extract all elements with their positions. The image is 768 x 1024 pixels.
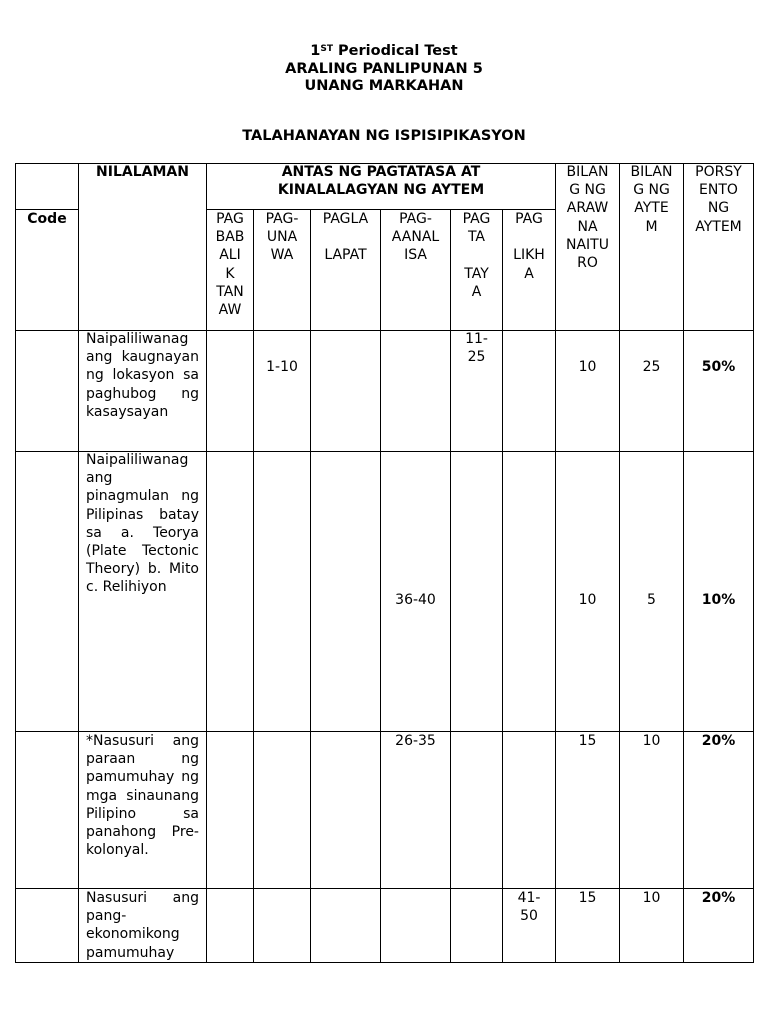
row-description: *Nasusuri ang paraan ng pamumuhay ng mga sinaunang Pilipino sa panahong Pre-kolonyal.	[86, 733, 199, 859]
header-analyzing: PAG- AANAL ISA	[391, 211, 440, 264]
header-remembering: PAG BAB ALI K TAN AW	[215, 211, 245, 319]
row-percent: 50%	[701, 359, 736, 375]
header-items: BILAN G NG AYTE M	[630, 164, 673, 235]
row-analyzing: 36-40	[395, 592, 436, 608]
row-days: 10	[578, 359, 597, 375]
header-creating: PAG LIKH A	[513, 211, 545, 282]
row-items: 25	[642, 359, 661, 375]
quarter-title: UNANG MARKAHAN	[304, 78, 464, 94]
row-evaluating: 11- 25	[465, 331, 488, 366]
row-understanding: 1-10	[266, 359, 298, 375]
row-percent: 20%	[701, 890, 736, 906]
row-percent: 10%	[701, 592, 736, 608]
row-items: 10	[642, 890, 661, 906]
row-days: 15	[578, 733, 597, 749]
row-description: Naipaliliwanag ang kaugnayan ng lokasyon sa paghubog ng kasaysayan	[86, 331, 199, 420]
header-content: NILALAMAN	[96, 164, 189, 180]
header-days: BILAN G NG ARAW NA NAITU RO	[566, 164, 609, 272]
row-percent: 20%	[701, 733, 736, 749]
header-applying: PAGLA LAPAT	[322, 211, 369, 264]
row-description: Nasusuri ang pang-ekonomikong pamumuhay	[86, 890, 199, 961]
row-items: 5	[647, 592, 656, 608]
row-items: 10	[642, 733, 661, 749]
row-analyzing: 26-35	[395, 733, 436, 749]
row-days: 15	[578, 890, 597, 906]
row-creating: 41- 50	[517, 890, 541, 925]
row-description: Naipaliliwanag ang pinagmulan ng Pilipinas batay sa a. Teorya (Plate Tectonic Theory) b. Mito c. Relihiyon	[86, 452, 199, 596]
subject-title: ARALING PANLIPUNAN 5	[285, 61, 483, 77]
test-title	[0, 43, 768, 60]
header-percent: PORSY ENTO NG AYTEM	[695, 164, 742, 235]
title-superscript: ST	[320, 44, 333, 54]
header-evaluating: PAG TA TAY A	[462, 211, 491, 300]
table-title: TALAHANAYAN NG ISPISIPIKASYON	[242, 128, 526, 144]
title-text: Periodical Test	[333, 43, 458, 59]
header-levels-group: ANTAS NG PAGTATASA AT KINALALAGYAN NG AYTEM	[277, 164, 485, 199]
title-number: 1	[310, 43, 321, 59]
row-days: 10	[578, 592, 597, 608]
header-code: Code	[27, 211, 67, 227]
header-understanding: PAG- UNA WA	[265, 211, 299, 264]
